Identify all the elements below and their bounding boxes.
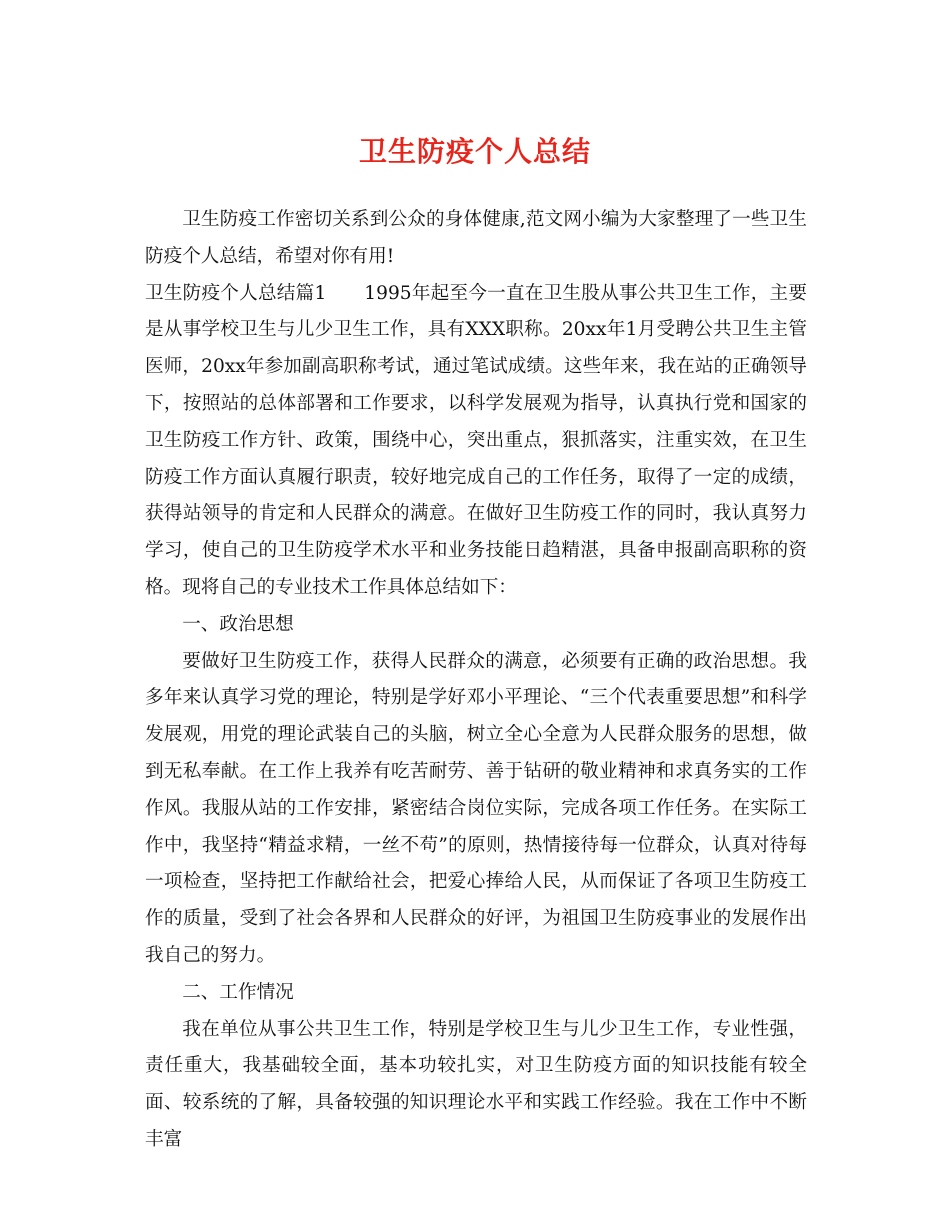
heading-work: 二、工作情况 <box>182 981 294 1003</box>
intro-paragraph: 卫生防疫工作密切关系到公众的身体健康,范文网小编为大家整理了一些卫生防疫个人总结，希望对你有用! <box>145 209 807 267</box>
paragraph-political: 要做好卫生防疫工作，获得人民群众的满意，必须要有正确的政治思想。我多年来认真学习党的理论，特别是学好邓小平理论、“三个代表重要思想”和科学发展观，用党的理论武装自己的头脑，树立全心全意为人民群众服务的思想，做到无私奉献。在工作上我养有吃苦耐劳、善于钻研的敬业精神和求真务实的工作作风。我服从站的工作安排，紧密结合岗位实际，完成各项工作任务。在实际工作中，我坚持“精益求精，一丝不苟”的原则，热情接待每一位群众，认真对待每一项检查，坚持把工作献给社会，把爱心捧给人民，从而保证了各项卫生防疫工作的质量，受到了社会各界和人民群众的好评，为祖国卫生防疫事业的发展作出我自己的努力。 <box>145 650 807 966</box>
document-body <box>145 202 807 1159</box>
first-paragraph: 1995年起至今一直在卫生股从事公共卫生工作，主要是从事学校卫生与儿少卫生工作，具有XXX职称。20xx年1月受聘公共卫生主管医师，20xx年参加副高职称考试，通过笔试成绩。这些年来，我在站的正确领导下，按照站的总体部署和工作要求，以科学发展观为指导，认真执行党和国家的卫生防疫工作方针、政策，围绕中心，突出重点，狠抓落实，注重实效，在卫生防疫工作方面认真履行职责，较好地完成自己的工作任务，取得了一定的成绩，获得站领导的肯定和人民群众的满意。在做好卫生防疫工作的同时，我认真努力学习，使自己的卫生防疫学术水平和业务技能日趋精湛，具备申报副高职称的资格。现将自己的专业技术工作具体总结如下： <box>145 282 807 598</box>
section-paragraph <box>145 276 807 607</box>
document-title: 卫生防疫个人总结 <box>358 135 591 168</box>
paragraph-work: 我在单位从事公共卫生工作，特别是学校卫生与儿少卫生工作，专业性强，责任重大，我基础较全面，基本功较扎实，对卫生防疫方面的知识技能有较全面、较系统的了解，具备较强的知识理论水平和实践工作经验。我在工作中不断丰富 <box>145 1018 807 1150</box>
heading-political: 一、政治思想 <box>182 613 294 635</box>
section-label: 卫生防疫个人总结篇1 <box>145 282 327 304</box>
